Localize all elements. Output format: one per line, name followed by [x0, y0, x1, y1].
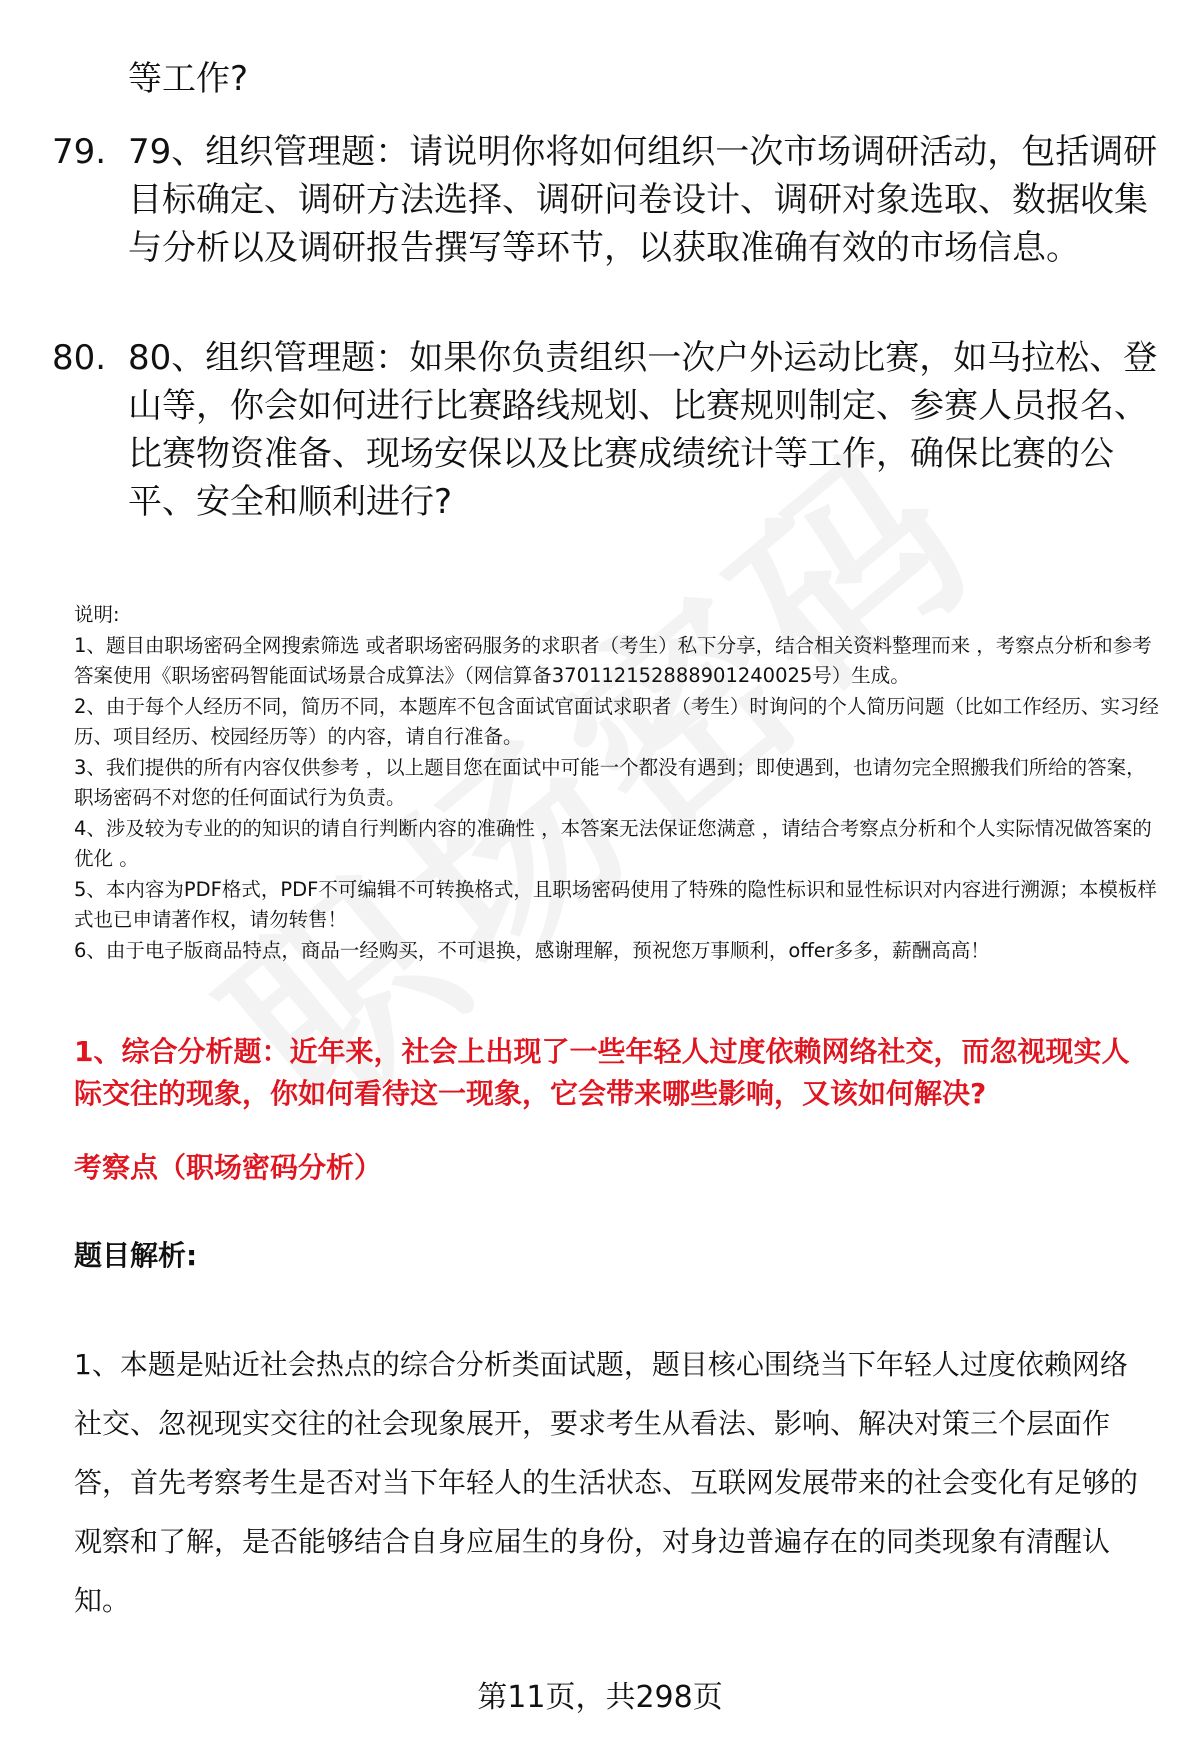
note-item: 6、由于电子版商品特点，商品一经购买，不可退换，感谢理解，预祝您万事顺利，offer多多，薪酬高高！: [74, 938, 990, 962]
note-item: 1、题目由职场密码全网搜索筛选 或者职场密码服务的求职者（考生）私下分享，结合相关资料整理而来 ，考察点分析和参考答案使用《职场密码智能面试场景合成算法》（网信算备370112152888901240025号）生成。: [74, 633, 1152, 687]
note-item: 3、我们提供的所有内容仅供参考 ，以上题目您在面试中可能一个都没有遇到；即使遇到，也请勿完全照搬我们所给的答案，职场密码不对您的任何面试行为负责。: [74, 755, 1146, 809]
question-number: 80.: [52, 338, 107, 378]
question-item: [52, 128, 1162, 272]
section-question: 1、综合分析题：近年来，社会上出现了一些年轻人过度依赖网络社交，而忽视现实人际交往的现象，你如何看待这一现象，它会带来哪些影响，又该如何解决?: [74, 1035, 1130, 1110]
continuation-text: 等工作?: [128, 59, 249, 99]
question-item: [52, 334, 1162, 526]
question-text: 80、组织管理题：如果你负责组织一次户外运动比赛，如马拉松、登山等，你会如何进行比赛路线规划、比赛规则制定、参赛人员报名、比赛物资准备、现场安保以及比赛成绩统计等工作，确保比赛的公平、安全和顺利进行?: [128, 338, 1158, 522]
analysis-heading: 题目解析:: [74, 1239, 198, 1272]
question-text: 79、组织管理题：请说明你将如何组织一次市场调研活动，包括调研目标确定、调研方法选择、调研问卷设计、调研对象选取、数据收集与分析以及调研报告撰写等环节，以获取准确有效的市场信息。: [128, 132, 1158, 268]
question-number: 79.: [52, 132, 107, 172]
notes-title: 说明:: [74, 603, 120, 626]
examine-point-heading: 考察点（职场密码分析）: [74, 1151, 383, 1184]
analysis-paragraph: 1、本题是贴近社会热点的综合分析类面试题，题目核心围绕当下年轻人过度依赖网络社交、忽视现实交往的社会现象展开，要求考生从看法、影响、解决对策三个层面作答，首先考察考生是否对当下年轻人的生活状态、互联网发展带来的社会变化有足够的观察和了解，是否能够结合自身应届生的身份，对身边普遍存在的同类现象有清醒认知。: [74, 1348, 1139, 1617]
page-footer: 第11页，共298页: [477, 1680, 723, 1715]
note-item: 5、本内容为PDF格式，PDF不可编辑不可转换格式，且职场密码使用了特殊的隐性标识和显性标识对内容进行溯源；本模板样式也已申请著作权，请勿转售！: [74, 877, 1157, 931]
note-item: 4、涉及较为专业的的知识的请自行判断内容的准确性 ，本答案无法保证您满意 ，请结合考察点分析和个人实际情况做答案的优化 。: [74, 816, 1152, 870]
note-item: 2、由于每个人经历不同，简历不同，本题库不包含面试官面试求职者（考生）时询问的个人简历问题（比如工作经历、实习经历、项目经历、校园经历等）的内容，请自行准备。: [74, 694, 1159, 748]
notes-block: [74, 600, 1164, 966]
